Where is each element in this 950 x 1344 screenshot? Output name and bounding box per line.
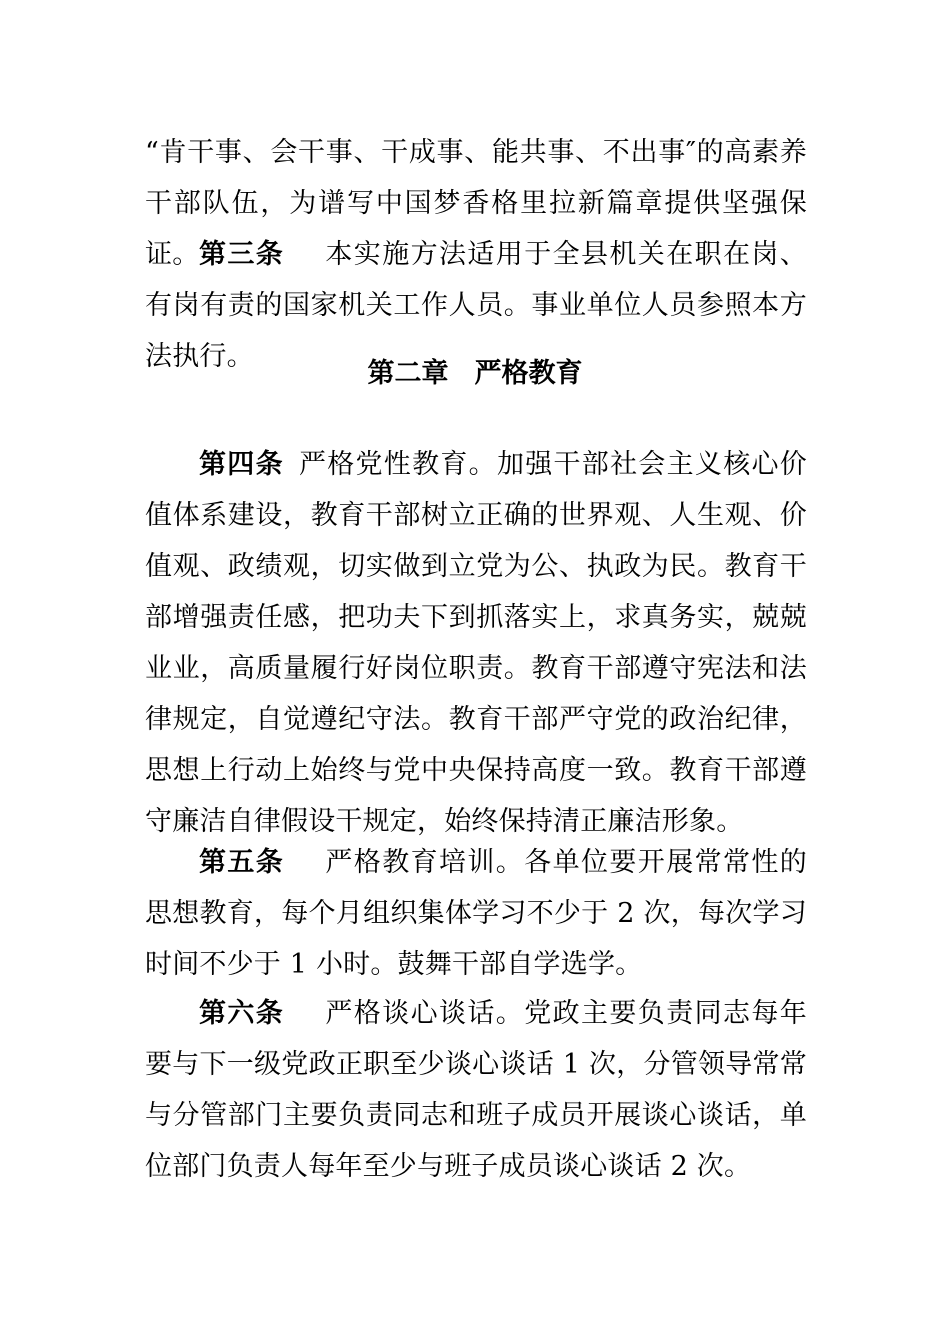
article-4-paragraph bbox=[145, 439, 807, 847]
article-4-label: 第四条 bbox=[199, 449, 284, 480]
article-3-label: 第三条 bbox=[199, 239, 285, 270]
article-6-paragraph bbox=[145, 988, 807, 1192]
intro-text: “肯干事、会干事、干成事、能共事、不出事″的高素养干部队伍，为谱写中国梦香格里拉新篇章提供坚强保证。 bbox=[145, 137, 807, 270]
article-5-label: 第五条 bbox=[199, 847, 285, 878]
chapter-heading bbox=[0, 348, 950, 399]
article-5-text: 严格教育培训。各单位要开展常常性的思想教育，每个月组织集体学习不少于 2 次，每次学习时间不少于 1 小时。鼓舞干部自学选学。 bbox=[145, 847, 807, 980]
article-5-paragraph bbox=[145, 837, 807, 990]
article-6-text: 严格谈心谈话。党政主要负责同志每年要与下一级党政正职至少谈心谈话 1 次，分管领导常常与分管部门主要负责同志和班子成员开展谈心谈话，单位部门负责人每年至少与班子成员谈心谈话 2 次。 bbox=[145, 998, 807, 1182]
article-3-text: 本实施方法适用于全县机关在职在岗、有岗有责的国家机关工作人员。事业单位人员参照本方法执行。 bbox=[145, 239, 807, 372]
chapter-title: 严格教育 bbox=[474, 358, 583, 389]
chapter-number: 第二章 bbox=[367, 358, 449, 389]
article-4-text: 严格党性教育。加强干部社会主义核心价值体系建设，教育干部树立正确的世界观、人生观、价值观、政绩观，切实做到立党为公、执政为民。教育干部增强责任感，把功夫下到抓落实上，求真务实，兢兢业业，高质量履行好岗位职责。教育干部遵守宪法和法律规定，自觉遵纪守法。教育干部严守党的政治纪律，思想上行动上始终与党中央保持高度一致。教育干部遵守廉洁自律假设干规定，始终保持清正廉洁形象。 bbox=[145, 449, 807, 837]
article-6-label: 第六条 bbox=[199, 998, 285, 1029]
